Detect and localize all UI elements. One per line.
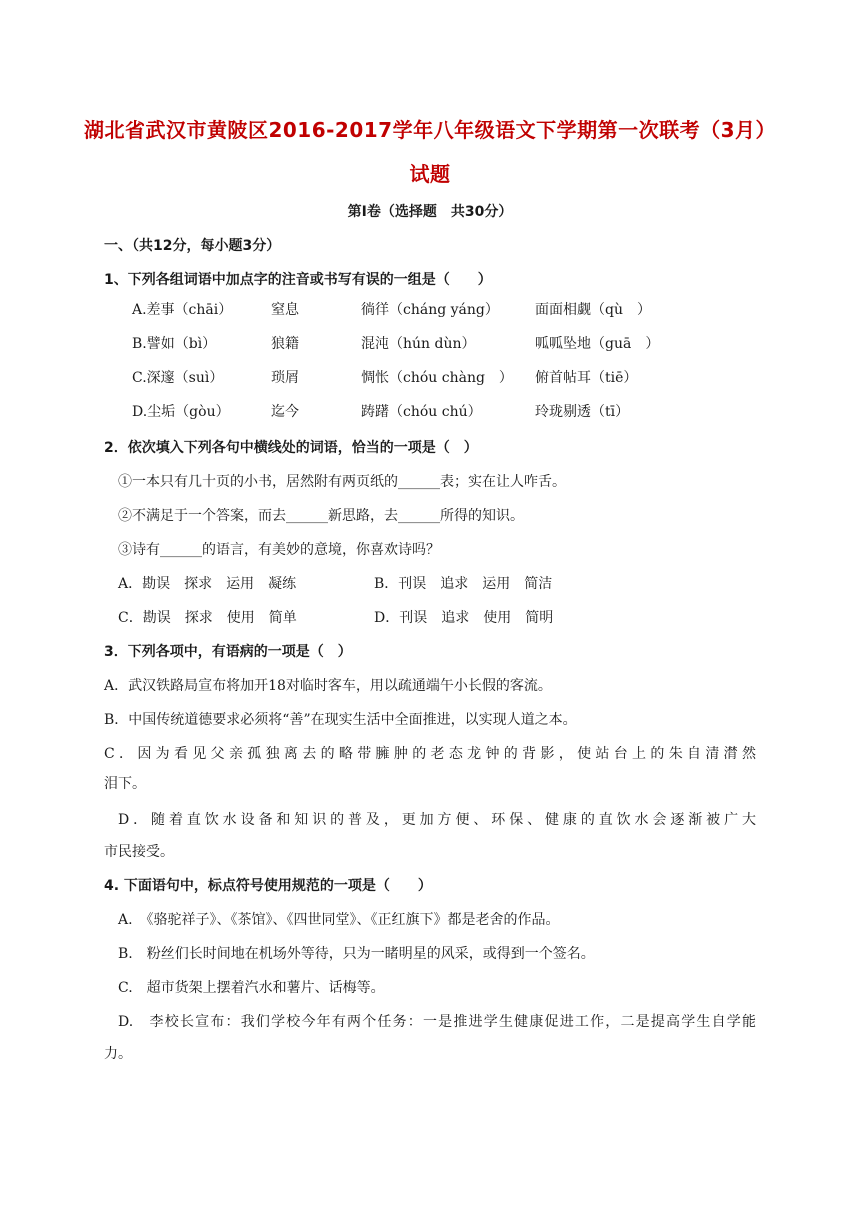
question-2-option-c: C．勘误 探求 使用 简单 xyxy=(118,610,297,626)
question-4-stem: 4. 下面语句中，标点符号使用规范的一项是（ ） xyxy=(104,878,432,894)
question-3-option-d-line2: 市民接受。 xyxy=(104,844,174,860)
question-2-sentence-2: ②不满足于一个答案，而去______新思路，去______所得的知识。 xyxy=(118,508,524,524)
q1-option-d-1: D.尘垢（gòu） xyxy=(132,404,230,420)
question-2-option-b: B．刊误 追求 运用 简洁 xyxy=(374,576,553,592)
question-3-option-d-line1: D．随着直饮水设备和知识的普及，更加方便、环保、健康的直饮水会逐渐被广大 xyxy=(118,812,756,828)
q1-option-a-3: 徜徉（cháng yáng） xyxy=(361,302,499,318)
q1-option-a-4: 面面相觑（qù ） xyxy=(535,302,651,318)
q1-option-d-4: 玲珑剔透（tī） xyxy=(535,404,630,420)
document-title-line2: 试题 xyxy=(409,162,451,186)
question-2-option-a: A．勘误 探求 运用 凝练 xyxy=(118,576,297,592)
question-4-option-a: A. 《骆驼祥子》、《茶馆》、《四世同堂》、《正红旗下》都是老舍的作品。 xyxy=(118,912,560,928)
q1-option-b-4: 呱呱坠地（guā ） xyxy=(535,336,660,352)
q1-option-c-2: 琐屑 xyxy=(271,370,299,386)
q1-option-a-2: 窒息 xyxy=(271,302,299,318)
section-header: 第Ⅰ卷（选择题 共30分） xyxy=(347,204,513,220)
question-3-option-c-line1: C．因为看见父亲孤独离去的略带臃肿的老态龙钟的背影，使站台上的朱自清潸然 xyxy=(104,746,756,762)
question-3-option-c-line2: 泪下。 xyxy=(104,776,146,792)
q1-option-c-1: C.深邃（suì） xyxy=(132,370,224,386)
question-4-option-d-line2: 力。 xyxy=(104,1046,132,1062)
question-4-option-b: B. 粉丝们长时间地在机场外等待，只为一睹明星的风采，或得到一个签名。 xyxy=(118,946,595,962)
document-title-line1: 湖北省武汉市黄陂区2016-2017学年八年级语文下学期第一次联考（3月） xyxy=(83,118,777,142)
question-2-sentence-1: ①一本只有几十页的小书，居然附有两页纸的______表；实在让人咋舌。 xyxy=(118,474,566,490)
question-2-option-d: D．刊误 追求 使用 简明 xyxy=(374,610,554,626)
question-3-option-b: B．中国传统道德要求必须将“善”在现实生活中全面推进，以实现人道之本。 xyxy=(104,712,577,728)
q1-option-a-1: A.差事（chāi） xyxy=(132,302,233,318)
question-2-sentence-3: ③诗有______的语言，有美妙的意境，你喜欢诗吗？ xyxy=(118,542,440,558)
question-3-stem: 3．下列各项中，有语病的一项是（ ） xyxy=(104,644,352,660)
q1-option-b-2: 狼籍 xyxy=(271,336,299,352)
question-4-option-d-line1: D. 李校长宣布：我们学校今年有两个任务：一是推进学生健康促进工作，二是提高学生自学能 xyxy=(118,1014,756,1030)
question-2-stem: 2．依次填入下列各句中横线处的词语，恰当的一项是（ ） xyxy=(104,440,478,456)
q1-option-b-1: B.譬如（bì） xyxy=(132,336,217,352)
question-3-option-a: A．武汉铁路局宣布将加开18对临时客车，用以疏通端午小长假的客流。 xyxy=(104,678,552,694)
q1-option-d-3: 踌躇（chóu chú） xyxy=(361,404,482,420)
q1-option-b-3: 混沌（hún dùn） xyxy=(361,336,476,352)
q1-option-d-2: 迄今 xyxy=(271,404,299,420)
part-heading: 一、（共12分，每小题3分） xyxy=(104,238,281,254)
q1-option-c-4: 俯首帖耳（tiē） xyxy=(535,370,638,386)
question-1-stem: 1、下列各组词语中加点字的注音或书写有误的一组是（ ） xyxy=(104,272,492,288)
question-4-option-c: C. 超市货架上摆着汽水和薯片、话梅等。 xyxy=(118,980,385,996)
q1-option-c-3: 惆怅（chóu chàng ） xyxy=(361,370,513,386)
